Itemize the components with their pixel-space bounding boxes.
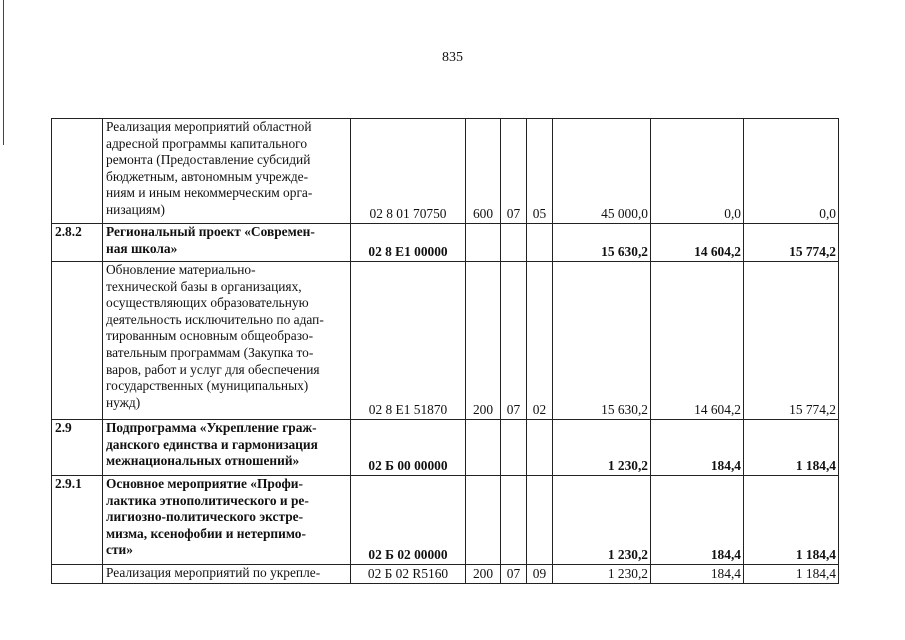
amount-year-2: 14 604,2	[651, 262, 744, 420]
subsection: 09	[527, 565, 553, 584]
subsection	[527, 224, 553, 262]
amount-year-3: 1 184,4	[744, 420, 839, 476]
amount-year-2: 14 604,2	[651, 224, 744, 262]
amount-year-3: 1 184,4	[744, 565, 839, 584]
target-code: 02 Б 02 00000	[351, 476, 466, 565]
amount-year-1: 15 630,2	[553, 224, 651, 262]
row-number	[52, 565, 103, 584]
target-code: 02 8 E1 00000	[351, 224, 466, 262]
amount-year-1: 1 230,2	[553, 565, 651, 584]
row-description: Реализация мероприятий по укрепле-	[103, 565, 351, 584]
row-number	[52, 119, 103, 224]
amount-year-2: 184,4	[651, 420, 744, 476]
table-row	[52, 420, 839, 476]
row-number	[52, 262, 103, 420]
section	[501, 420, 527, 476]
row-description: Региональный проект «Современ- ная школа»	[103, 224, 351, 262]
amount-year-1: 15 630,2	[553, 262, 651, 420]
target-code: 02 8 E1 51870	[351, 262, 466, 420]
budget-table	[51, 118, 839, 584]
expense-type: 200	[466, 565, 501, 584]
subsection: 02	[527, 262, 553, 420]
target-code: 02 Б 02 R5160	[351, 565, 466, 584]
amount-year-3: 15 774,2	[744, 262, 839, 420]
row-description: Обновление материально- технической базы в организациях, осуществляющих образовательную деятельность исключительно по адап- тированным основным общеобразо- вательным программам (Закупка то- варов, работ и услуг для обеспечения государственных (муниципальных) нужд)	[103, 262, 351, 420]
amount-year-1: 45 000,0	[553, 119, 651, 224]
expense-type	[466, 224, 501, 262]
amount-year-3: 0,0	[744, 119, 839, 224]
amount-year-3: 1 184,4	[744, 476, 839, 565]
row-description: Основное мероприятие «Профи- лактика этнополитического и ре- лигиозно-политического экстре- мизма, ксенофобии и нетерпимо- сти»	[103, 476, 351, 565]
section: 07	[501, 119, 527, 224]
amount-year-2: 184,4	[651, 565, 744, 584]
amount-year-1: 1 230,2	[553, 476, 651, 565]
table-row	[52, 565, 839, 584]
section	[501, 476, 527, 565]
row-number: 2.9	[52, 420, 103, 476]
table-row	[52, 224, 839, 262]
table-row	[52, 262, 839, 420]
row-number: 2.8.2	[52, 224, 103, 262]
target-code: 02 Б 00 00000	[351, 420, 466, 476]
expense-type	[466, 476, 501, 565]
section: 07	[501, 262, 527, 420]
amount-year-3: 15 774,2	[744, 224, 839, 262]
expense-type: 200	[466, 262, 501, 420]
amount-year-1: 1 230,2	[553, 420, 651, 476]
amount-year-2: 0,0	[651, 119, 744, 224]
subsection: 05	[527, 119, 553, 224]
expense-type: 600	[466, 119, 501, 224]
table-row	[52, 119, 839, 224]
row-description: Подпрограмма «Укрепление граж- данского единства и гармонизация межнациональных отношений»	[103, 420, 351, 476]
section	[501, 224, 527, 262]
subsection	[527, 420, 553, 476]
expense-type	[466, 420, 501, 476]
target-code: 02 8 01 70750	[351, 119, 466, 224]
row-number: 2.9.1	[52, 476, 103, 565]
subsection	[527, 476, 553, 565]
page-number: 835	[442, 50, 463, 65]
table-row	[52, 476, 839, 565]
amount-year-2: 184,4	[651, 476, 744, 565]
section: 07	[501, 565, 527, 584]
left-margin-rule	[3, 0, 4, 145]
row-description: Реализация мероприятий областной адресной программы капитального ремонта (Предоставление субсидий бюджетным, автономным учрежде- ниям и иным некоммерческим орга- низациям)	[103, 119, 351, 224]
